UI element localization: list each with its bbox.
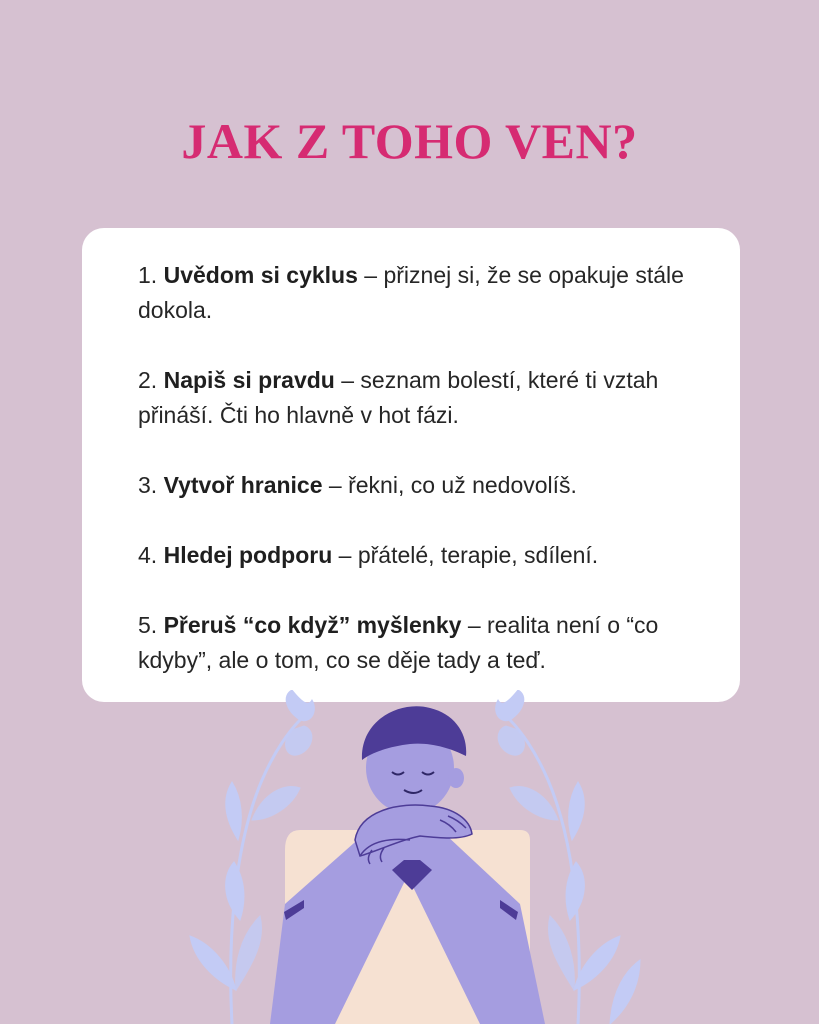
item-number: 5. bbox=[138, 612, 158, 638]
item-text: – přiznej si, že se opakuje stále dokola. bbox=[138, 262, 684, 323]
list-item bbox=[138, 468, 698, 538]
list-item bbox=[138, 258, 698, 363]
item-number: 2. bbox=[138, 367, 158, 393]
item-text: – řekni, co už nedovolíš. bbox=[322, 472, 577, 498]
person-illustration bbox=[0, 690, 819, 1024]
item-number: 4. bbox=[138, 542, 158, 568]
item-text: – seznam bolestí, které ti vztah přináší. Čti ho hlavně v hot fázi. bbox=[138, 367, 659, 428]
item-heading: Přeruš “co když” myšlenky bbox=[163, 612, 462, 638]
item-heading: Vytvoř hranice bbox=[163, 472, 323, 498]
list-item bbox=[138, 538, 698, 608]
list-item bbox=[138, 363, 698, 468]
item-heading: Uvědom si cyklus bbox=[163, 262, 358, 288]
tips-list bbox=[138, 258, 698, 678]
item-text: – realita není o “co kdyby”, ale o tom, co se děje tady a teď. bbox=[138, 612, 659, 673]
item-heading: Napiš si pravdu bbox=[163, 367, 335, 393]
item-number: 3. bbox=[138, 472, 158, 498]
item-heading: Hledej podporu bbox=[163, 542, 333, 568]
tips-card bbox=[82, 228, 740, 702]
page-title: JAK Z TOHO VEN? bbox=[181, 113, 638, 169]
item-text: – přátelé, terapie, sdílení. bbox=[332, 542, 599, 568]
list-item bbox=[138, 608, 698, 678]
item-number: 1. bbox=[138, 262, 158, 288]
